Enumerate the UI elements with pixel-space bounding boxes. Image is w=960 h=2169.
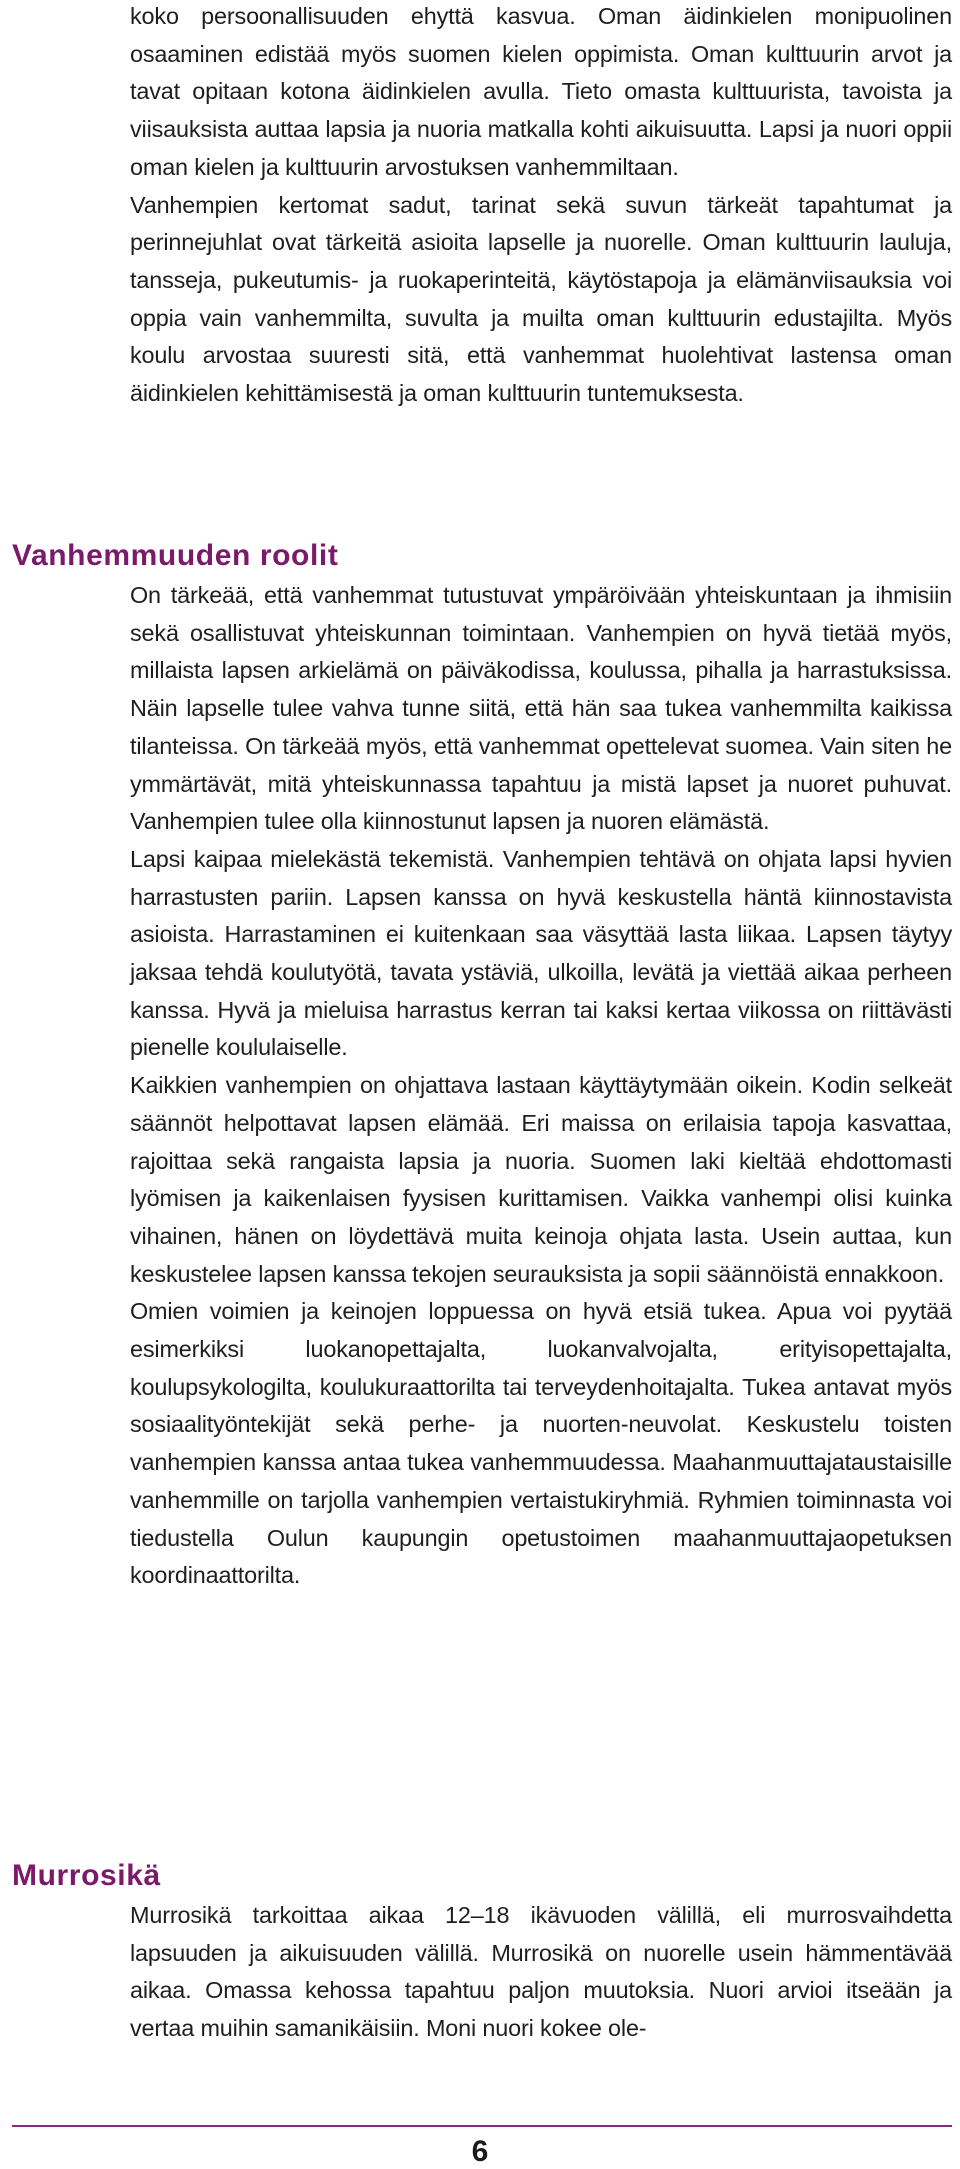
intro-text bbox=[130, 0, 952, 413]
roles-paragraph-4: Omien voimien ja keinojen loppuessa on hyvä etsiä tukea. Apua voi pyytää esimerkiksi luokanopettajalta, luokanvalvojalta, erityisopettajalta, koulupsykologilta, koulukuraattorilta tai terveydenhoitajalta. Tukea antavat myös sosiaalityöntekijät sekä perhe- ja nuorten-neuvolat. Keskustelu toisten vanhempien kanssa antaa tukea vanhemmuudessa. Maahanmuuttajataustaisille vanhemmille on tarjolla vanhempien vertaistukiryhmiä. Ryhmien toiminnasta voi tiedustella Oulun kaupungin opetustoimen maahanmuuttajaopetuksen koordinaattorilta. bbox=[130, 1298, 952, 1589]
footer-divider bbox=[12, 2125, 952, 2127]
section-heading-murrosika: Murrosikä bbox=[12, 1859, 161, 1892]
roles-paragraph-1: On tärkeää, että vanhemmat tutustuvat ympäröivään yhteiskuntaan ja ihmisiin sekä osallistuvat yhteiskunnan toimintaan. Vanhempien on hyvä tietää myös, millaista lapsen arkielämä on päiväkodissa, koulussa, pihalla ja harrastuksissa. Näin lapselle tulee vahva tunne siitä, että hän saa tukea vanhemmilta kaikissa tilanteissa. On tärkeää myös, että vanhemmat opettelevat suomea. Vain siten he ymmärtävät, mitä yhteiskunnassa tapahtuu ja mistä lapset ja nuoret puhuvat. Vanhempien tulee olla kiinnostunut lapsen ja nuoren elämästä. bbox=[130, 582, 952, 835]
roles-paragraph-2: Lapsi kaipaa mielekästä tekemistä. Vanhempien tehtävä on ohjata lapsi hyvien harrastusten pariin. Lapsen kanssa on hyvä keskustella häntä kiinnostavista asioista. Harrastaminen ei kuitenkaan saa väsyttää lasta liikaa. Lapsen täytyy jaksaa tehdä koulutyötä, tavata ystäviä, ulkoilla, levätä ja viettää aikaa perheen kanssa. Hyvä ja mieluisa harrastus kerran tai kaksi kertaa viikossa on riittävästi pienelle koululaiselle. bbox=[130, 845, 952, 1061]
roles-paragraph-3: Kaikkien vanhempien on ohjattava lastaan käyttäytymään oikein. Kodin selkeät säännöt helpottavat lapsen elämää. Eri maissa on erilaisia tapoja kasvattaa, rajoittaa sekä rangaista lapsia ja nuoria. Suomen laki kieltää ehdottomasti lyömisen ja kaikenlaisen fyysisen kurittamisen. Vaikka vanhempi olisi kuinka vihainen, hänen on löydettävä muita keinoja ohjata lasta. Usein auttaa, kun keskustelee lapsen kanssa tekojen seurauksista ja sopii säännöistä ennakkoon. bbox=[130, 1072, 952, 1287]
puberty-text bbox=[130, 1897, 952, 2048]
intro-paragraph-2: Vanhempien kertomat sadut, tarinat sekä suvun tärkeät tapahtumat ja perinnejuhlat ovat tärkeitä asioita lapselle ja nuorelle. Oman kulttuurin lauluja, tansseja, pukeutumis- ja ruokaperinteitä, käytöstapoja ja elämänviisauksia voi oppia vain vanhemmilta, suvulta ja muilta oman kulttuurin edustajilta. Myös koulu arvostaa suuresti sitä, että vanhemmat huolehtivat lastensa oman äidinkielen kehittämisestä ja oman kulttuurin tuntemuksesta. bbox=[130, 191, 952, 407]
intro-paragraph-1: koko persoonallisuuden ehyttä kasvua. Oman äidinkielen monipuolinen osaaminen edistää myös suomen kielen oppimista. Oman kulttuurin arvot ja tavat opitaan kotona äidinkielen avulla. Tieto omasta kulttuurista, tavoista ja viisauksista auttaa lapsia ja nuoria matkalla kohti aikuisuutta. Lapsi ja nuori oppii oman kielen ja kulttuurin arvostuksen vanhemmiltaan. bbox=[130, 3, 952, 180]
roles-text bbox=[130, 577, 952, 1595]
section-heading-vanhemmuuden-roolit: Vanhemmuuden roolit bbox=[12, 539, 339, 572]
puberty-paragraph-1: Murrosikä tarkoittaa aikaa 12–18 ikävuoden välillä, eli murrosvaihdetta lapsuuden ja aikuisuuden välillä. Murrosikä on nuorelle usein hämmentävää aikaa. Omassa kehossa tapahtuu paljon muutoksia. Nuori arvioi itseään ja vertaa muihin samanikäisiin. Moni nuori kokee ole- bbox=[130, 1902, 952, 2042]
page-number: 6 bbox=[471, 2135, 489, 2168]
